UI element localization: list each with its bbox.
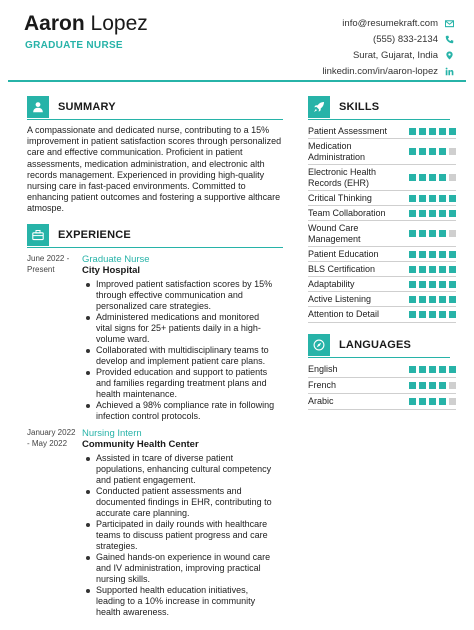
skill-row (308, 206, 456, 221)
rating-dot-empty (449, 230, 456, 237)
rating-dot-filled (429, 266, 436, 273)
languages-header (308, 334, 411, 356)
rating-dot-filled (439, 174, 446, 181)
last-name: Lopez (90, 12, 148, 35)
job-company: Community Health Center (82, 439, 199, 450)
skill-name: Patient Assessment (308, 125, 388, 136)
location-icon (444, 50, 454, 60)
rating-dot-filled (449, 366, 456, 373)
job-bullet: Gained hands-on experience in wound care and IV administration, improving practical nursing skills. (82, 552, 277, 585)
job-date: June 2022 - Present (27, 254, 70, 274)
skills-header (308, 96, 379, 118)
skill-rating (409, 210, 456, 217)
skill-rating (409, 266, 456, 273)
rating-dot-filled (439, 210, 446, 217)
job-bullet: Provided education and support to patients and families regarding treatment plans and health maintenance. (82, 367, 277, 400)
rating-dot-filled (429, 148, 436, 155)
job-date: January 2022 - May 2022 (27, 428, 76, 448)
rating-dot-filled (419, 128, 426, 135)
skill-row (308, 124, 456, 139)
contact-phone-text: (555) 833-2134 (373, 33, 438, 45)
rating-dot-filled (429, 128, 436, 135)
job-details (82, 254, 277, 422)
rating-dot-filled (439, 251, 446, 258)
email-icon (444, 18, 454, 28)
rating-dot-filled (429, 174, 436, 181)
skill-name: BLS Certification (308, 263, 376, 274)
rating-dot-filled (419, 230, 426, 237)
rating-dot-filled (419, 398, 426, 405)
rating-dot-filled (409, 195, 416, 202)
rating-dot-filled (429, 281, 436, 288)
job-role: Nursing Intern (82, 428, 142, 439)
experience-heading: EXPERIENCE (58, 229, 131, 241)
skill-row (308, 165, 456, 191)
language-rating (409, 382, 456, 389)
rating-dot-filled (439, 281, 446, 288)
rating-dot-filled (449, 195, 456, 202)
first-name: Aaron (24, 12, 85, 35)
skill-row (308, 307, 456, 323)
rating-dot-filled (439, 195, 446, 202)
skill-row (308, 247, 456, 262)
skill-row (308, 221, 456, 247)
rating-dot-filled (449, 296, 456, 303)
rating-dot-empty (449, 148, 456, 155)
language-name: English (308, 364, 338, 374)
skill-rating (409, 311, 456, 318)
rating-dot-filled (409, 148, 416, 155)
skill-name: Active Listening (308, 293, 372, 304)
rating-dot-filled (449, 311, 456, 318)
skill-row (308, 191, 456, 206)
rating-dot-filled (409, 398, 416, 405)
contact-block (322, 15, 454, 79)
skill-rating (409, 128, 456, 135)
rating-dot-filled (409, 266, 416, 273)
rating-dot-filled (429, 311, 436, 318)
rating-dot-filled (429, 296, 436, 303)
rating-dot-filled (429, 398, 436, 405)
skill-name: Adaptability (308, 278, 355, 289)
contact-location (322, 47, 454, 63)
job-details (82, 428, 277, 618)
rocket-icon (308, 96, 330, 118)
job-bullet-list (82, 279, 277, 422)
rating-dot-filled (449, 210, 456, 217)
skill-row (308, 139, 456, 165)
language-rating (409, 398, 456, 405)
rating-dot-filled (419, 210, 426, 217)
job-bullet: Improved patient satisfaction scores by 15% through effective communication and personalized care strategies. (82, 279, 277, 312)
job-bullet: Supported health education initiatives, leading to a 10% increase in community health awareness. (82, 585, 277, 618)
contact-email[interactable] (322, 15, 454, 31)
rating-dot-filled (429, 366, 436, 373)
rating-dot-filled (429, 251, 436, 258)
job-company: City Hospital (82, 265, 141, 276)
skill-name: Critical Thinking (308, 192, 372, 203)
briefcase-icon (27, 224, 49, 246)
rating-dot-empty (449, 174, 456, 181)
rating-dot-filled (439, 148, 446, 155)
skill-row (308, 292, 456, 307)
rating-dot-filled (429, 210, 436, 217)
job-bullet: Administered medications and monitored vital signs for 25+ patients daily in a high-volume ward. (82, 312, 277, 345)
rating-dot-filled (419, 195, 426, 202)
languages-underline (308, 357, 450, 358)
rating-dot-filled (419, 148, 426, 155)
rating-dot-filled (419, 174, 426, 181)
contact-phone[interactable] (322, 31, 454, 47)
skill-rating (409, 281, 456, 288)
rating-dot-filled (439, 128, 446, 135)
skill-rating (409, 195, 456, 202)
rating-dot-filled (439, 266, 446, 273)
rating-dot-filled (439, 311, 446, 318)
rating-dot-filled (409, 281, 416, 288)
rating-dot-filled (419, 251, 426, 258)
languages-list (308, 362, 456, 410)
summary-header (27, 96, 116, 118)
rating-dot-filled (449, 266, 456, 273)
summary-underline (27, 119, 283, 120)
contact-email-text: info@resumekraft.com (342, 17, 438, 29)
rating-dot-filled (439, 366, 446, 373)
skill-rating (409, 148, 456, 155)
job-role: Graduate Nurse (82, 254, 150, 265)
rating-dot-filled (409, 296, 416, 303)
rating-dot-filled (409, 210, 416, 217)
skill-rating (409, 296, 456, 303)
candidate-name (24, 12, 148, 36)
contact-linkedin[interactable] (322, 63, 454, 79)
summary-text: A compassionate and dedicated nurse, contributing to a 15% improvement in patient satisfaction scores through personalized care and effective communication. Proficient in patient assessments, medication administration, and electronic alth records management. Experienced in providing high-quality nursing care in fast-paced environments. Committed to enhancing patient outcomes and fostering a supportive althcare atmospe. (27, 125, 282, 214)
experience-header (27, 224, 131, 246)
job-bullet: Assisted in tcare of diverse patient populations, enhancing cultural competency and patient engagement. (82, 453, 277, 486)
skills-list (308, 124, 456, 323)
skills-underline (308, 119, 450, 120)
rating-dot-filled (449, 128, 456, 135)
summary-heading: SUMMARY (58, 101, 116, 113)
job-bullet: Achieved a 98% compliance rate in following infection control protocols. (82, 400, 277, 422)
experience-underline (27, 247, 283, 248)
rating-dot-filled (419, 281, 426, 288)
skill-rating (409, 174, 456, 181)
rating-dot-filled (449, 251, 456, 258)
skill-rating (409, 251, 456, 258)
skill-row (308, 262, 456, 277)
language-rating (409, 366, 456, 373)
linkedin-icon (444, 66, 454, 76)
language-row (308, 378, 456, 394)
contact-linkedin-text: linkedin.com/in/aaron-lopez (322, 65, 438, 77)
rating-dot-filled (419, 266, 426, 273)
rating-dot-filled (429, 230, 436, 237)
skill-row (308, 277, 456, 292)
rating-dot-filled (439, 296, 446, 303)
rating-dot-filled (409, 251, 416, 258)
language-row (308, 362, 456, 378)
rating-dot-filled (439, 230, 446, 237)
job-title: GRADUATE NURSE (25, 40, 123, 51)
job-bullet: Participated in daily rounds with healthcare teams to discuss patient progress and care strategies. (82, 519, 277, 552)
skills-heading: SKILLS (339, 101, 380, 113)
compass-icon (308, 334, 330, 356)
rating-dot-filled (409, 382, 416, 389)
rating-dot-filled (409, 128, 416, 135)
job-bullet: Collaborated with multidisciplinary teams to develop and implement patient care plans. (82, 345, 277, 367)
language-name: French (308, 380, 337, 390)
rating-dot-empty (449, 382, 456, 389)
contact-location-text: Surat, Gujarat, India (352, 49, 438, 61)
rating-dot-filled (449, 281, 456, 288)
languages-heading: LANGUAGES (339, 339, 412, 351)
rating-dot-filled (429, 195, 436, 202)
skill-name: Medication Administration (308, 140, 366, 162)
rating-dot-filled (419, 311, 426, 318)
rating-dot-filled (439, 398, 446, 405)
rating-dot-filled (409, 174, 416, 181)
phone-icon (444, 34, 454, 44)
language-name: Arabic (308, 396, 334, 406)
job-bullet: Conducted patient assessments and documented findings in EHR, contributing to accurate care planning. (82, 486, 277, 519)
rating-dot-filled (409, 311, 416, 318)
skill-rating (409, 230, 456, 237)
user-icon (27, 96, 49, 118)
header-divider (8, 80, 466, 82)
rating-dot-filled (429, 382, 436, 389)
job-bullet-list (82, 453, 277, 618)
skill-name: Electronic Health Records (EHR) (308, 166, 377, 188)
rating-dot-filled (409, 366, 416, 373)
rating-dot-empty (449, 398, 456, 405)
skill-name: Wound Care Management (308, 222, 361, 244)
skill-name: Attention to Detail (308, 309, 380, 319)
skill-name: Patient Education (308, 248, 379, 259)
language-row (308, 394, 456, 410)
rating-dot-filled (419, 382, 426, 389)
skill-name: Team Collaboration (308, 207, 386, 218)
rating-dot-filled (439, 382, 446, 389)
rating-dot-filled (409, 230, 416, 237)
rating-dot-filled (419, 366, 426, 373)
rating-dot-filled (419, 296, 426, 303)
